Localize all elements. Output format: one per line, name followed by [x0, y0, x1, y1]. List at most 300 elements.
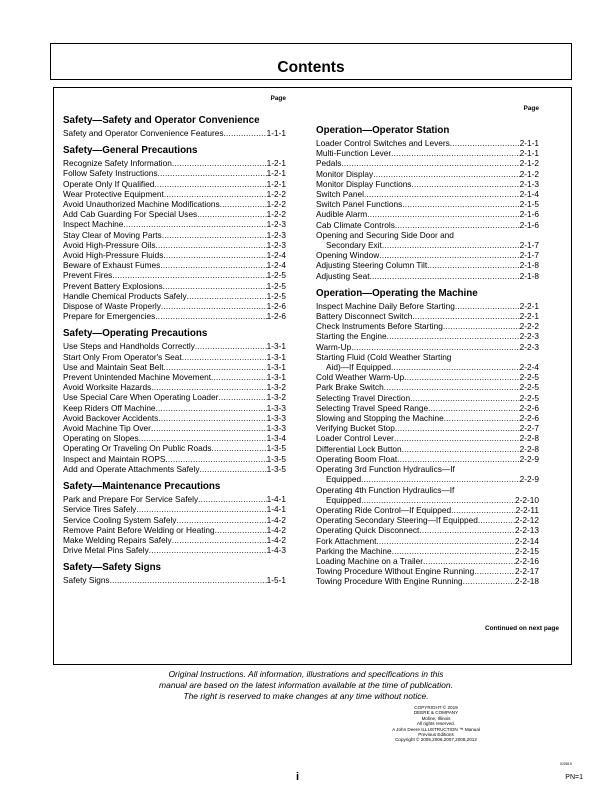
title-box	[50, 43, 572, 80]
entry-page: 1-2-4	[266, 250, 286, 261]
dot-leader	[410, 393, 520, 403]
entry-page: 1-2-5	[266, 290, 286, 301]
right-sections	[316, 125, 539, 587]
toc-entry[interactable]	[63, 240, 286, 250]
toc-entry[interactable]	[63, 454, 286, 464]
copyright-line: Previous Editions	[418, 732, 454, 738]
dot-leader	[428, 403, 520, 413]
entry-page: 2-2-15	[515, 545, 539, 556]
toc-entry[interactable]	[316, 199, 539, 209]
entry-title: Add Cab Guarding For Special Uses	[63, 209, 198, 220]
toc-entry[interactable]	[63, 209, 286, 219]
toc-entry[interactable]	[63, 382, 286, 392]
entry-page: 2-2-8	[519, 443, 539, 454]
dot-leader	[379, 250, 519, 260]
entry-page: 2-2-6	[519, 402, 539, 413]
toc-entry[interactable]	[63, 128, 286, 138]
dot-leader	[455, 301, 520, 311]
dot-leader	[341, 158, 519, 168]
entry-page: 2-2-11	[515, 504, 539, 515]
dot-leader	[172, 535, 267, 545]
entry-title: Avoid Worksite Hazards	[63, 382, 152, 393]
dot-leader	[211, 372, 267, 382]
entry-page: 2-2-16	[515, 555, 539, 566]
entry-page: 1-3-5	[266, 463, 286, 474]
entry-title: Selecting Travel Direction	[316, 392, 411, 403]
toc-entry[interactable]	[63, 179, 286, 189]
entry-title: Loader Control Lever	[316, 433, 394, 444]
dot-leader	[376, 536, 515, 546]
toc-entry[interactable]	[63, 168, 286, 178]
toc-entry[interactable]	[63, 250, 286, 260]
entry-page: 1-3-1	[266, 341, 286, 352]
entry-title: Operating on Slopes	[63, 433, 139, 444]
dot-leader	[478, 515, 515, 525]
toc-section	[63, 562, 286, 585]
toc-entry[interactable]	[316, 301, 539, 311]
footer-line: The right is reserved to make changes at any time without notice.	[183, 691, 429, 701]
page-title: Contents	[277, 59, 345, 76]
entry-page: 1-2-1	[266, 168, 286, 179]
toc-entry[interactable]	[63, 403, 286, 413]
dot-leader	[136, 504, 266, 514]
dot-leader	[197, 209, 266, 219]
toc-entry[interactable]	[63, 443, 286, 453]
copyright-line: All rights reserved.	[416, 721, 456, 727]
toc-entry[interactable]	[63, 352, 286, 362]
entry-title: Starting the Engine	[316, 331, 387, 342]
dot-leader	[397, 454, 519, 464]
toc-entry[interactable]	[63, 392, 286, 402]
copyright-block	[376, 705, 496, 743]
entry-page: 2-2-18	[515, 576, 539, 587]
dot-leader	[215, 525, 267, 535]
entry-page: 1-3-4	[266, 433, 286, 444]
toc-entry[interactable]	[316, 556, 539, 566]
entry-title: Avoid High-Pressure Oils	[63, 239, 156, 250]
toc-entry[interactable]	[316, 474, 539, 484]
toc-entry[interactable]	[316, 189, 539, 199]
entry-title: Avoid High-Pressure Fluids	[63, 250, 164, 261]
entry-page: 2-2-5	[519, 392, 539, 403]
entry-title: Switch Panel Functions	[316, 199, 403, 210]
pn-label: PN=1	[565, 774, 583, 781]
toc-entry[interactable]	[63, 504, 286, 514]
dot-leader	[361, 495, 515, 505]
toc-entry[interactable]	[316, 505, 539, 515]
entry-page: 2-2-13	[515, 525, 539, 536]
entry-page: 1-3-5	[266, 443, 286, 454]
dot-leader	[182, 352, 267, 362]
continued-note: Continued on next page	[484, 625, 559, 632]
entry-page: 2-2-1	[519, 311, 539, 322]
dot-leader	[212, 443, 267, 453]
toc-entry[interactable]	[316, 169, 539, 179]
toc-entry[interactable]	[316, 546, 539, 556]
dot-leader	[463, 576, 515, 586]
entry-title: Operating Secondary Steering—If Equipped	[316, 515, 478, 526]
entry-page: 1-2-2	[266, 188, 286, 199]
section-title: Operation—Operating the Machine	[316, 287, 478, 299]
entry-title: Recognize Safety Information	[63, 158, 172, 169]
dot-leader	[391, 362, 520, 372]
entry-page: 2-2-4	[519, 362, 539, 373]
entry-page: 1-4-1	[266, 494, 286, 505]
dot-leader	[361, 474, 520, 484]
toc-entry[interactable]	[63, 525, 286, 535]
entry-title: Equipped	[326, 474, 362, 485]
dot-leader	[156, 403, 267, 413]
entry-title: Start Only From Operator's Seat	[63, 351, 182, 362]
entry-page: 1-5-1	[266, 575, 286, 586]
toc-section	[316, 288, 539, 587]
entry-page: 1-2-2	[266, 199, 286, 210]
entry-page: 1-2-2	[266, 209, 286, 220]
entry-page: 2-1-2	[519, 168, 539, 179]
entry-page: 1-3-2	[266, 382, 286, 393]
entry-title: Loading Machine on a Trailer	[316, 555, 424, 566]
dot-leader	[149, 545, 267, 555]
entry-page: 1-2-3	[266, 229, 286, 240]
entry-page: 1-2-5	[266, 280, 286, 291]
section-title: Safety—Maintenance Precautions	[63, 481, 221, 493]
toc-entry[interactable]	[63, 494, 286, 504]
entry-page: 1-3-3	[266, 402, 286, 413]
entry-title: Multi-Function Lever	[316, 148, 392, 159]
entry-page: 2-2-5	[519, 382, 539, 393]
entry-title: Cold Weather Warm-Up	[316, 372, 405, 383]
dot-leader	[163, 281, 267, 291]
toc-entry[interactable]	[63, 281, 286, 291]
toc-entry[interactable]	[63, 199, 286, 209]
toc-entry[interactable]	[63, 301, 286, 311]
toc-entry[interactable]	[316, 331, 539, 341]
toc-entry[interactable]	[63, 158, 286, 168]
entry-title: Secondary Exit	[326, 240, 382, 251]
toc-entry[interactable]	[63, 270, 286, 280]
toc-entry[interactable]	[316, 209, 539, 219]
dot-leader	[112, 270, 266, 280]
dot-leader	[220, 199, 267, 209]
dot-leader	[427, 260, 519, 270]
toc-entry[interactable]	[316, 515, 539, 525]
toc-entry[interactable]	[316, 158, 539, 168]
entry-title: Check Instruments Before Starting	[316, 321, 443, 332]
toc-entry[interactable]	[63, 413, 286, 423]
toc-entry[interactable]	[316, 413, 539, 423]
toc-entry[interactable]	[63, 291, 286, 301]
dot-leader	[123, 219, 266, 229]
entry-title: Service Tires Safely	[63, 504, 137, 515]
toc-section	[316, 125, 539, 281]
entry-title: Inspect and Maintain ROPS	[63, 453, 166, 464]
entry-title: Towing Procedure Without Engine Running	[316, 566, 475, 577]
dot-leader	[164, 189, 267, 199]
entry-title: Operating 4th Function Hydraulics—If	[316, 484, 455, 495]
entry-page: 1-2-5	[266, 270, 286, 281]
section-title: Safety—Operating Precautions	[63, 328, 208, 340]
entry-page: 2-2-5	[519, 372, 539, 383]
toc-entry[interactable]	[316, 260, 539, 270]
entry-title: Handle Chemical Products Safely	[63, 290, 187, 301]
entry-title: Avoid Unauthorized Machine Modifications	[63, 199, 220, 210]
page-column-header: Page	[270, 95, 286, 102]
toc-entry[interactable]	[63, 423, 286, 433]
entry-title: Selecting Travel Speed Range	[316, 402, 429, 413]
dot-leader	[443, 321, 520, 331]
entry-title: Operate Only If Qualified	[63, 178, 155, 189]
toc-section	[63, 328, 286, 474]
dot-leader	[151, 423, 267, 433]
dot-leader	[402, 444, 520, 454]
entry-title: Verifying Bucket Stop	[316, 423, 395, 434]
entry-title: Slowing and Stopping the Machine	[316, 413, 444, 424]
entry-title: Beware of Exhaust Fumes	[63, 260, 161, 271]
dot-leader	[395, 220, 520, 230]
entry-page: 2-2-12	[515, 515, 539, 526]
dot-leader	[404, 372, 520, 382]
entry-page: 1-3-1	[266, 372, 286, 383]
entry-title: Add and Operate Attachments Safely	[63, 463, 200, 474]
footer-line: manual are based on the latest information available at the time of publication.	[159, 680, 453, 690]
entry-title: Stay Clear of Moving Parts	[63, 229, 162, 240]
entry-title: Dispose of Waste Properly	[63, 301, 161, 312]
toc-entry[interactable]	[316, 240, 539, 250]
dot-leader	[198, 494, 267, 504]
dot-leader	[151, 382, 266, 392]
dot-leader	[444, 413, 520, 423]
toc-section	[63, 481, 286, 555]
entry-page: 2-2-17	[515, 566, 539, 577]
entry-page: 2-1-8	[519, 260, 539, 271]
toc-entry[interactable]	[316, 423, 539, 433]
dot-leader	[172, 158, 267, 168]
toc-entry[interactable]	[63, 575, 286, 585]
entry-title: Pedals	[316, 158, 342, 169]
footer-note	[120, 669, 492, 702]
toc-entry[interactable]	[316, 382, 539, 392]
toc-entry[interactable]	[316, 250, 539, 260]
entry-title: Remove Paint Before Welding or Heating	[63, 524, 215, 535]
section-title: Safety—General Precautions	[63, 145, 198, 157]
entry-title: Loader Control Switches and Levers	[316, 138, 450, 148]
entry-page: 2-1-3	[519, 178, 539, 189]
toc-entry[interactable]	[316, 485, 539, 495]
entry-title: Switch Panel	[316, 189, 364, 200]
toc-entry[interactable]	[316, 495, 539, 505]
entry-page: 1-2-3	[266, 219, 286, 230]
entry-page: 1-3-3	[266, 412, 286, 423]
toc-entry[interactable]	[316, 138, 539, 148]
toc-entry[interactable]	[316, 536, 539, 546]
entry-title: Monitor Display Functions	[316, 178, 412, 189]
entry-page: 2-2-3	[519, 341, 539, 352]
toc-entry[interactable]	[316, 230, 539, 240]
dot-leader	[394, 433, 520, 443]
entry-title: Cab Climate Controls	[316, 219, 395, 230]
entry-title: Adjusting Steering Column Tilt	[316, 260, 428, 271]
section-title: Safety—Safety and Operator Convenience	[63, 115, 260, 126]
entry-title: Use Special Care When Operating Loader	[63, 392, 219, 403]
entry-title: Differential Lock Button	[316, 443, 402, 454]
entry-title: Parking the Machine	[316, 545, 392, 556]
entry-title: Prevent Unintended Machine Movement	[63, 372, 212, 383]
entry-title: Inspect Machine Daily Before Starting	[316, 300, 455, 311]
entry-title: Battery Disconnect Switch	[316, 311, 413, 322]
toc-entry[interactable]	[316, 271, 539, 281]
doc-code: 020819	[560, 762, 572, 766]
entry-title: Drive Metal Pins Safely	[63, 545, 149, 556]
dot-leader	[154, 179, 266, 189]
dot-leader	[162, 230, 267, 240]
entry-page: 1-2-1	[266, 178, 286, 189]
dot-leader	[373, 169, 519, 179]
toc-entry[interactable]	[316, 220, 539, 230]
toc-entry[interactable]	[316, 321, 539, 331]
toc-entry[interactable]	[316, 525, 539, 535]
entry-title: Wear Protective Equipment	[63, 188, 164, 199]
toc-entry[interactable]	[316, 566, 539, 576]
toc-entry[interactable]	[63, 311, 286, 321]
toc-entry[interactable]	[316, 352, 539, 362]
entry-page: 2-1-7	[519, 240, 539, 251]
entry-page: 2-2-7	[519, 423, 539, 434]
dot-leader	[200, 464, 267, 474]
entry-title: Park Brake Switch	[316, 382, 384, 393]
toc-section	[63, 145, 286, 321]
dot-leader	[364, 189, 520, 199]
toc-entry[interactable]	[63, 545, 286, 555]
toc-entry[interactable]	[316, 372, 539, 382]
entry-page: 2-2-8	[519, 433, 539, 444]
dot-leader	[160, 260, 266, 270]
entry-title: Keep Riders Off Machine	[63, 402, 156, 413]
entry-page: 1-3-2	[266, 392, 286, 403]
toc-entry[interactable]	[63, 464, 286, 474]
entry-page: 2-1-6	[519, 219, 539, 230]
toc-entry[interactable]	[63, 219, 286, 229]
dot-leader	[367, 209, 519, 219]
entry-title: Avoid Machine Tip Over	[63, 423, 151, 434]
entry-title: Monitor Display	[316, 168, 374, 179]
dot-leader	[195, 341, 267, 351]
toc-entry[interactable]	[63, 189, 286, 199]
entry-page: 2-2-10	[515, 494, 539, 505]
entry-page: 1-2-4	[266, 260, 286, 271]
entry-page: 1-3-1	[266, 361, 286, 372]
entry-page: 1-2-3	[266, 239, 286, 250]
toc-entry[interactable]	[63, 260, 286, 270]
toc-entry[interactable]	[316, 433, 539, 443]
toc-entry[interactable]	[316, 362, 539, 372]
entry-page: 2-2-9	[519, 474, 539, 485]
entry-title: Equipped	[326, 494, 362, 505]
toc-entry[interactable]	[63, 535, 286, 545]
dot-leader	[391, 148, 519, 158]
toc-entry[interactable]	[63, 341, 286, 351]
entry-page: 2-1-1	[519, 148, 539, 159]
toc-entry[interactable]	[63, 515, 286, 525]
copyright-line: A John Deere ILLUSTRUCTION ™ Manual	[392, 726, 480, 732]
entry-title: Use and Maintain Seat Belt	[63, 361, 164, 372]
section-title: Safety—Safety Signs	[63, 562, 162, 574]
entry-title: Follow Safety Instructions	[63, 168, 158, 179]
entry-title: Avoid Backover Accidents	[63, 412, 159, 423]
toc-entry[interactable]	[63, 230, 286, 240]
dot-leader	[474, 566, 515, 576]
toc-entry[interactable]	[316, 393, 539, 403]
toc-entry[interactable]	[63, 362, 286, 372]
entry-page: 2-1-6	[519, 209, 539, 220]
dot-leader	[402, 199, 519, 209]
toc-entry[interactable]	[316, 464, 539, 474]
dot-leader	[370, 271, 520, 281]
dot-leader	[176, 515, 266, 525]
entry-title: Opening and Securing Side Door and	[316, 229, 454, 240]
toc-entry[interactable]	[316, 576, 539, 586]
toc-entry[interactable]	[316, 311, 539, 321]
entry-title: Operating 3rd Function Hydraulics—If	[316, 464, 455, 475]
dot-leader	[419, 525, 515, 535]
entry-title: Operating Quick Disconnect	[316, 525, 420, 536]
entry-title: Inspect Machine	[63, 219, 124, 230]
entry-page: 2-2-2	[519, 321, 539, 332]
entry-page: 1-3-5	[266, 453, 286, 464]
entry-title: Prevent Fires	[63, 270, 113, 281]
entry-page: 2-1-8	[519, 270, 539, 281]
toc-section	[63, 115, 286, 138]
entry-title: Make Welding Repairs Safely	[63, 534, 172, 545]
entry-page: 2-2-14	[515, 535, 539, 546]
toc-entry[interactable]	[316, 403, 539, 413]
toc-entry[interactable]	[63, 372, 286, 382]
toc-entry[interactable]	[316, 342, 539, 352]
entry-title: Service Cooling System Safely	[63, 514, 177, 525]
entry-title: Prevent Battery Explosions	[63, 280, 163, 291]
toc-entry[interactable]	[316, 454, 539, 464]
toc-entry[interactable]	[316, 444, 539, 454]
dot-leader	[165, 454, 266, 464]
dot-leader	[382, 240, 520, 250]
entry-title: Operating Boom Float	[316, 453, 398, 464]
toc-entry[interactable]	[316, 179, 539, 189]
dot-leader	[392, 546, 515, 556]
entry-title: Fork Attachment	[316, 535, 377, 546]
entry-page: 2-2-3	[519, 331, 539, 342]
entry-title: Towing Procedure With Engine Running	[316, 576, 463, 587]
entry-page: 2-2-6	[519, 413, 539, 424]
entry-title: Operating Ride Control—If Equipped	[316, 504, 452, 515]
dot-leader	[187, 291, 267, 301]
left-sections	[63, 115, 286, 586]
dot-leader	[158, 168, 267, 178]
entry-title: Park and Prepare For Service Safely	[63, 494, 199, 505]
entry-title: Opening Window	[316, 250, 380, 261]
entry-title: Operating Or Traveling On Public Roads	[63, 443, 212, 454]
toc-entry[interactable]	[316, 148, 539, 158]
entry-page: 1-3-3	[266, 423, 286, 434]
entry-page: 1-4-1	[266, 504, 286, 515]
dot-leader	[451, 505, 515, 515]
dot-leader	[139, 433, 267, 443]
toc-entry[interactable]	[63, 433, 286, 443]
entry-page: 2-1-7	[519, 250, 539, 261]
entry-page: 2-1-2	[519, 158, 539, 169]
dot-leader	[450, 138, 520, 148]
page-column-header: Page	[523, 105, 539, 112]
entry-title: Warm-Up	[316, 341, 352, 352]
dot-leader	[384, 382, 520, 392]
